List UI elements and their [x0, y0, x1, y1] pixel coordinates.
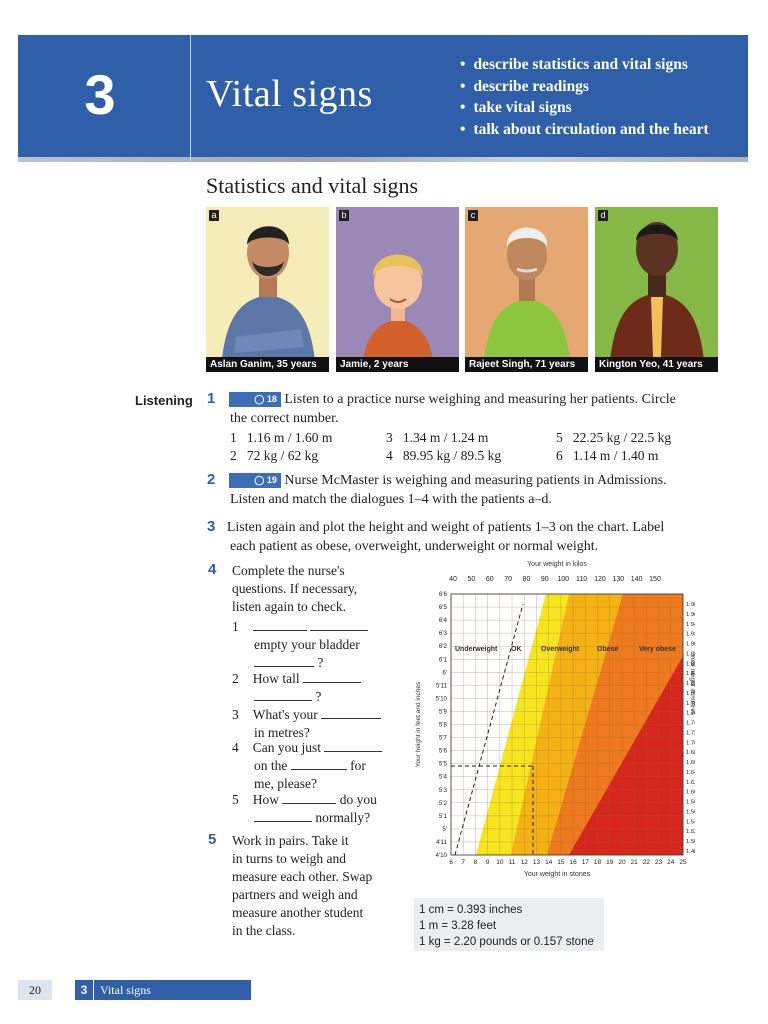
- question-text: on the: [254, 758, 288, 773]
- man-illustration: [206, 207, 329, 372]
- exercise-number: 3: [207, 518, 216, 535]
- portrait-caption: Jamie, 2 years: [336, 357, 459, 372]
- portrait-letter: d: [598, 210, 608, 221]
- feet-tick-label: 6'6: [438, 591, 447, 598]
- feet-tick-label: 5'4: [438, 773, 447, 781]
- instruction-line: measure another student: [232, 905, 364, 920]
- unit-title: Vital signs: [206, 73, 373, 115]
- metre-tick-label: 1.4: [686, 849, 695, 855]
- instruction-line: partners and weigh and: [232, 887, 358, 902]
- feet-tick-label: 6': [442, 669, 447, 677]
- metre-tick-label: 1.9: [686, 631, 695, 638]
- question-2: [232, 670, 402, 706]
- question-number: 4: [232, 740, 239, 755]
- metre-tick-label: 1.5: [686, 809, 695, 816]
- feet-tick-label: 5'2: [438, 799, 447, 807]
- kilos-tick-label: 60: [485, 576, 494, 583]
- stones-tick-label: 16: [569, 859, 577, 866]
- exercise-5-text: [232, 832, 372, 940]
- option-number: 2: [230, 448, 237, 463]
- option-4: [386, 448, 501, 464]
- track-number: 19: [266, 475, 277, 485]
- feet-tick-label: 5'7: [438, 734, 447, 742]
- answer-blank[interactable]: [324, 739, 382, 752]
- objective-item: • take vital signs: [460, 97, 709, 119]
- left-axis-label: Your height in feet and inches: [415, 681, 422, 768]
- objective-item: • describe readings: [460, 76, 709, 98]
- question-3: [232, 706, 402, 742]
- stones-tick-label: 8: [473, 859, 478, 866]
- answer-blank[interactable]: [303, 670, 361, 683]
- metre-tick-label: 1.7: [686, 730, 695, 737]
- portrait-caption: Kington Yeo, 41 years: [595, 357, 718, 372]
- feet-tick-label: 5'11: [435, 682, 447, 690]
- question-text: Can you just: [252, 740, 322, 755]
- option-value[interactable]: 89.95 kg / 89.5 kg: [402, 448, 502, 463]
- feet-tick-label: 6'3: [438, 630, 447, 638]
- instruction-text: Listen to a practice nurse weighing and measuring her patients. Circle: [284, 392, 676, 407]
- feet-tick-label: 6'1: [438, 656, 447, 664]
- stones-tick-label: 9: [485, 859, 490, 866]
- option-number: 6: [556, 448, 563, 463]
- zone-label: Overweight: [541, 646, 580, 653]
- portrait-b: [336, 207, 459, 372]
- metre-tick-label: 1.8: [686, 661, 695, 668]
- feet-tick-label: 5'1: [438, 812, 447, 820]
- option-number: 1: [230, 430, 237, 445]
- conversion-line: 1 m = 3.28 feet: [419, 920, 497, 932]
- instruction-line: measure each other. Swap: [232, 869, 373, 884]
- stones-tick-label: 7: [461, 859, 466, 866]
- kilos-tick-label: 100: [557, 576, 570, 583]
- option-1: [230, 430, 332, 446]
- kilos-tick-label: 80: [522, 576, 531, 583]
- zone-label: Very obese: [639, 646, 676, 653]
- question-text: empty your bladder: [254, 637, 360, 652]
- elderly-man-illustration: [465, 207, 588, 372]
- stones-tick-label: 10: [496, 859, 504, 866]
- objective-item: • describe statistics and vital signs: [460, 54, 709, 76]
- answer-blank[interactable]: [254, 688, 312, 701]
- banner-stripe: [18, 157, 748, 162]
- exercise-3-line-1: [207, 518, 664, 537]
- skill-label: Listening: [135, 393, 193, 408]
- question-text: normally?: [315, 810, 371, 825]
- question-number: 3: [232, 707, 239, 722]
- conversion-box: [414, 898, 604, 951]
- unit-objectives: [460, 54, 709, 140]
- option-number: 4: [386, 448, 393, 463]
- question-text: How: [252, 792, 279, 807]
- option-number: 3: [386, 430, 393, 445]
- conversion-line: 1 kg = 2.20 pounds or 0.157 stone: [419, 936, 594, 948]
- question-text: for: [350, 758, 366, 773]
- footer-unit-title: Vital signs: [100, 983, 151, 997]
- metre-tick-label: 1.9: [686, 641, 695, 648]
- instruction-line: in turns to weigh and: [232, 851, 346, 866]
- feet-tick-label: 5': [442, 825, 447, 833]
- option-value[interactable]: 72 kg / 62 kg: [246, 448, 319, 463]
- option-number: 5: [556, 430, 563, 445]
- question-number: 2: [232, 671, 239, 686]
- top-axis-label: Your weight in kilos: [527, 561, 587, 568]
- stones-tick-label: 18: [593, 859, 602, 866]
- objective-item: • talk about circulation and the heart: [460, 119, 709, 141]
- kilos-tick-label: 90: [540, 576, 549, 583]
- option-value[interactable]: 22.25 kg / 22.5 kg: [572, 430, 672, 445]
- question-4: [232, 739, 407, 793]
- chart-svg: [410, 558, 695, 888]
- portrait-caption: Aslan Ganim, 35 years: [206, 357, 329, 372]
- stones-tick-label: 14: [545, 859, 553, 866]
- instruction-line: in the class.: [232, 923, 296, 938]
- metre-tick-label: 1.8: [686, 671, 695, 678]
- question-text: me, please?: [254, 776, 317, 791]
- audio-track-badge[interactable]: [229, 392, 281, 407]
- answer-blank[interactable]: [253, 618, 307, 631]
- question-text: do you: [339, 792, 377, 807]
- height-weight-chart: [410, 558, 695, 888]
- instruction-text: Nurse McMaster is weighing and measuring patients in Admissions.: [284, 473, 667, 488]
- question-1: [232, 618, 402, 672]
- answer-blank[interactable]: [291, 757, 347, 770]
- footer-unit-number: 3: [75, 980, 94, 1000]
- metre-tick-label: 1.6: [686, 760, 695, 767]
- bottom-axis-label: Your weight in stones: [523, 871, 591, 878]
- feet-tick-label: 4'11: [435, 838, 447, 846]
- stones-tick-label: 20: [618, 859, 626, 866]
- answer-blank[interactable]: [282, 791, 336, 804]
- man-illustration: [595, 207, 718, 372]
- zone-label: OK: [511, 646, 522, 653]
- kilos-tick-label: 140: [630, 576, 643, 583]
- banner-divider: [190, 35, 191, 162]
- stones-tick-label: 12: [520, 859, 528, 866]
- answer-blank[interactable]: [254, 809, 312, 822]
- feet-tick-label: 5'5: [438, 760, 447, 768]
- metre-tick-label: 1.6: [686, 750, 695, 757]
- metre-tick-label: 1.9: [686, 602, 695, 608]
- exercise-4-intro: [232, 562, 357, 616]
- question-number: 5: [232, 792, 239, 807]
- exercise-number: 2: [207, 471, 216, 488]
- feet-tick-label: 5'10: [435, 695, 447, 703]
- kilos-tick-label: 70: [504, 576, 512, 583]
- instruction-line: Work in pairs. Take it: [232, 833, 349, 848]
- feet-tick-label: 4'10: [435, 852, 447, 859]
- question-number: 1: [232, 619, 239, 634]
- unit-number: 3: [84, 63, 116, 126]
- question-text: What's your: [252, 707, 318, 722]
- portrait-letter: c: [468, 210, 478, 221]
- metre-tick-label: 1.8: [686, 681, 695, 688]
- kilos-tick-label: 130: [612, 576, 625, 583]
- portrait-letter: b: [339, 210, 349, 221]
- metre-tick-label: 1.9: [686, 611, 695, 618]
- intro-line: questions. If necessary,: [232, 581, 358, 596]
- stones-tick-label: 24: [667, 859, 675, 866]
- conversion-line: 1 cm = 0.393 inches: [419, 904, 523, 916]
- stones-tick-label: 25: [679, 859, 687, 866]
- audio-track-badge[interactable]: [229, 473, 281, 488]
- exercise-2-line-1: [207, 471, 667, 490]
- track-number: 18: [266, 394, 277, 404]
- footer-unit-bar: [75, 980, 251, 1000]
- metre-tick-label: 1.5: [686, 829, 695, 836]
- feet-tick-label: 5'9: [438, 708, 447, 716]
- cd-icon: ◯: [254, 475, 265, 485]
- kilos-tick-label: 120: [594, 576, 606, 583]
- option-value[interactable]: 1.16 m / 1.60 m: [246, 430, 333, 445]
- option-6: [556, 448, 658, 464]
- metre-tick-label: 1.9: [686, 621, 695, 628]
- kilos-tick-label: 150: [649, 576, 661, 583]
- feet-tick-label: 5'8: [438, 721, 447, 729]
- answer-blank[interactable]: [321, 706, 381, 719]
- exercise-number: 5: [208, 831, 217, 848]
- kilos-tick-label: 50: [467, 576, 476, 583]
- exercise-number: 1: [207, 390, 216, 407]
- metre-tick-label: 1.8: [686, 690, 695, 697]
- exercise-1-line-1: [207, 390, 676, 409]
- metre-tick-label: 1.6: [686, 779, 695, 786]
- portrait-a: [206, 207, 329, 372]
- portrait-caption: Rajeet Singh, 71 years: [465, 357, 588, 372]
- feet-tick-label: 6'5: [438, 604, 447, 612]
- kilos-tick-label: 110: [575, 576, 588, 583]
- metre-tick-label: 1.8: [686, 651, 695, 658]
- question-text: in metres?: [254, 725, 310, 740]
- intro-line: listen again to check.: [232, 599, 346, 614]
- section-title: Statistics and vital signs: [206, 173, 419, 198]
- metre-tick-label: 1.5: [686, 839, 695, 846]
- instruction-text: each patient as obese, overweight, underweight or normal weight.: [230, 539, 599, 554]
- portrait-d: [595, 207, 718, 372]
- metre-tick-label: 1.7: [686, 740, 695, 747]
- page-number: 20: [18, 980, 52, 1000]
- metre-tick-label: 1.5: [686, 799, 695, 806]
- stones-tick-label: 17: [581, 859, 589, 866]
- answer-blank[interactable]: [310, 618, 368, 631]
- stones-tick-label: 6: [449, 859, 453, 866]
- metre-tick-label: 1.7: [686, 720, 695, 727]
- metre-tick-label: 1.5: [686, 819, 695, 826]
- option-2: [230, 448, 318, 464]
- intro-line: Complete the nurse's: [232, 563, 345, 578]
- question-text: How tall: [252, 671, 300, 686]
- stones-tick-label: 23: [654, 859, 663, 866]
- instruction-text: Listen and match the dialogues 1–4 with the patients a–d.: [230, 492, 552, 507]
- kilos-tick-label: 40: [449, 576, 457, 583]
- option-value[interactable]: 1.34 m / 1.24 m: [402, 430, 489, 445]
- answer-blank[interactable]: [254, 654, 314, 667]
- stones-tick-label: 15: [557, 859, 565, 866]
- question-5: [232, 791, 407, 827]
- stones-tick-label: 19: [606, 859, 614, 866]
- zone-label: Obese: [597, 646, 619, 653]
- boy-illustration: [336, 207, 459, 372]
- option-value[interactable]: 1.14 m / 1.40 m: [572, 448, 659, 463]
- feet-tick-label: 6'4: [438, 617, 447, 625]
- exercise-number: 4: [208, 561, 217, 578]
- stones-tick-label: 22: [642, 859, 650, 866]
- metre-tick-label: 1.7: [686, 700, 695, 707]
- option-5: [556, 430, 671, 446]
- right-axis-label: Your height in metres: [689, 653, 695, 716]
- feet-tick-label: 5'3: [438, 786, 447, 794]
- option-3: [386, 430, 488, 446]
- feet-tick-label: 5'6: [438, 747, 447, 755]
- question-text: ?: [315, 689, 322, 704]
- metre-tick-label: 1.6: [686, 789, 695, 796]
- feet-tick-label: 6'2: [438, 643, 447, 651]
- zone-label: Underweight: [455, 646, 498, 653]
- stones-tick-label: 13: [532, 859, 541, 866]
- portrait-c: [465, 207, 588, 372]
- metre-tick-label: 1.7: [686, 710, 695, 717]
- instruction-text: Listen again and plot the height and weight of patients 1–3 on the chart. Label: [226, 520, 665, 535]
- portrait-letter: a: [209, 210, 219, 221]
- stones-tick-label: 11: [508, 859, 516, 866]
- cd-icon: ◯: [254, 394, 265, 404]
- stones-tick-label: 21: [630, 859, 638, 866]
- question-text: ?: [317, 655, 324, 670]
- instruction-text: the correct number.: [230, 411, 339, 426]
- metre-tick-label: 1.6: [686, 769, 695, 776]
